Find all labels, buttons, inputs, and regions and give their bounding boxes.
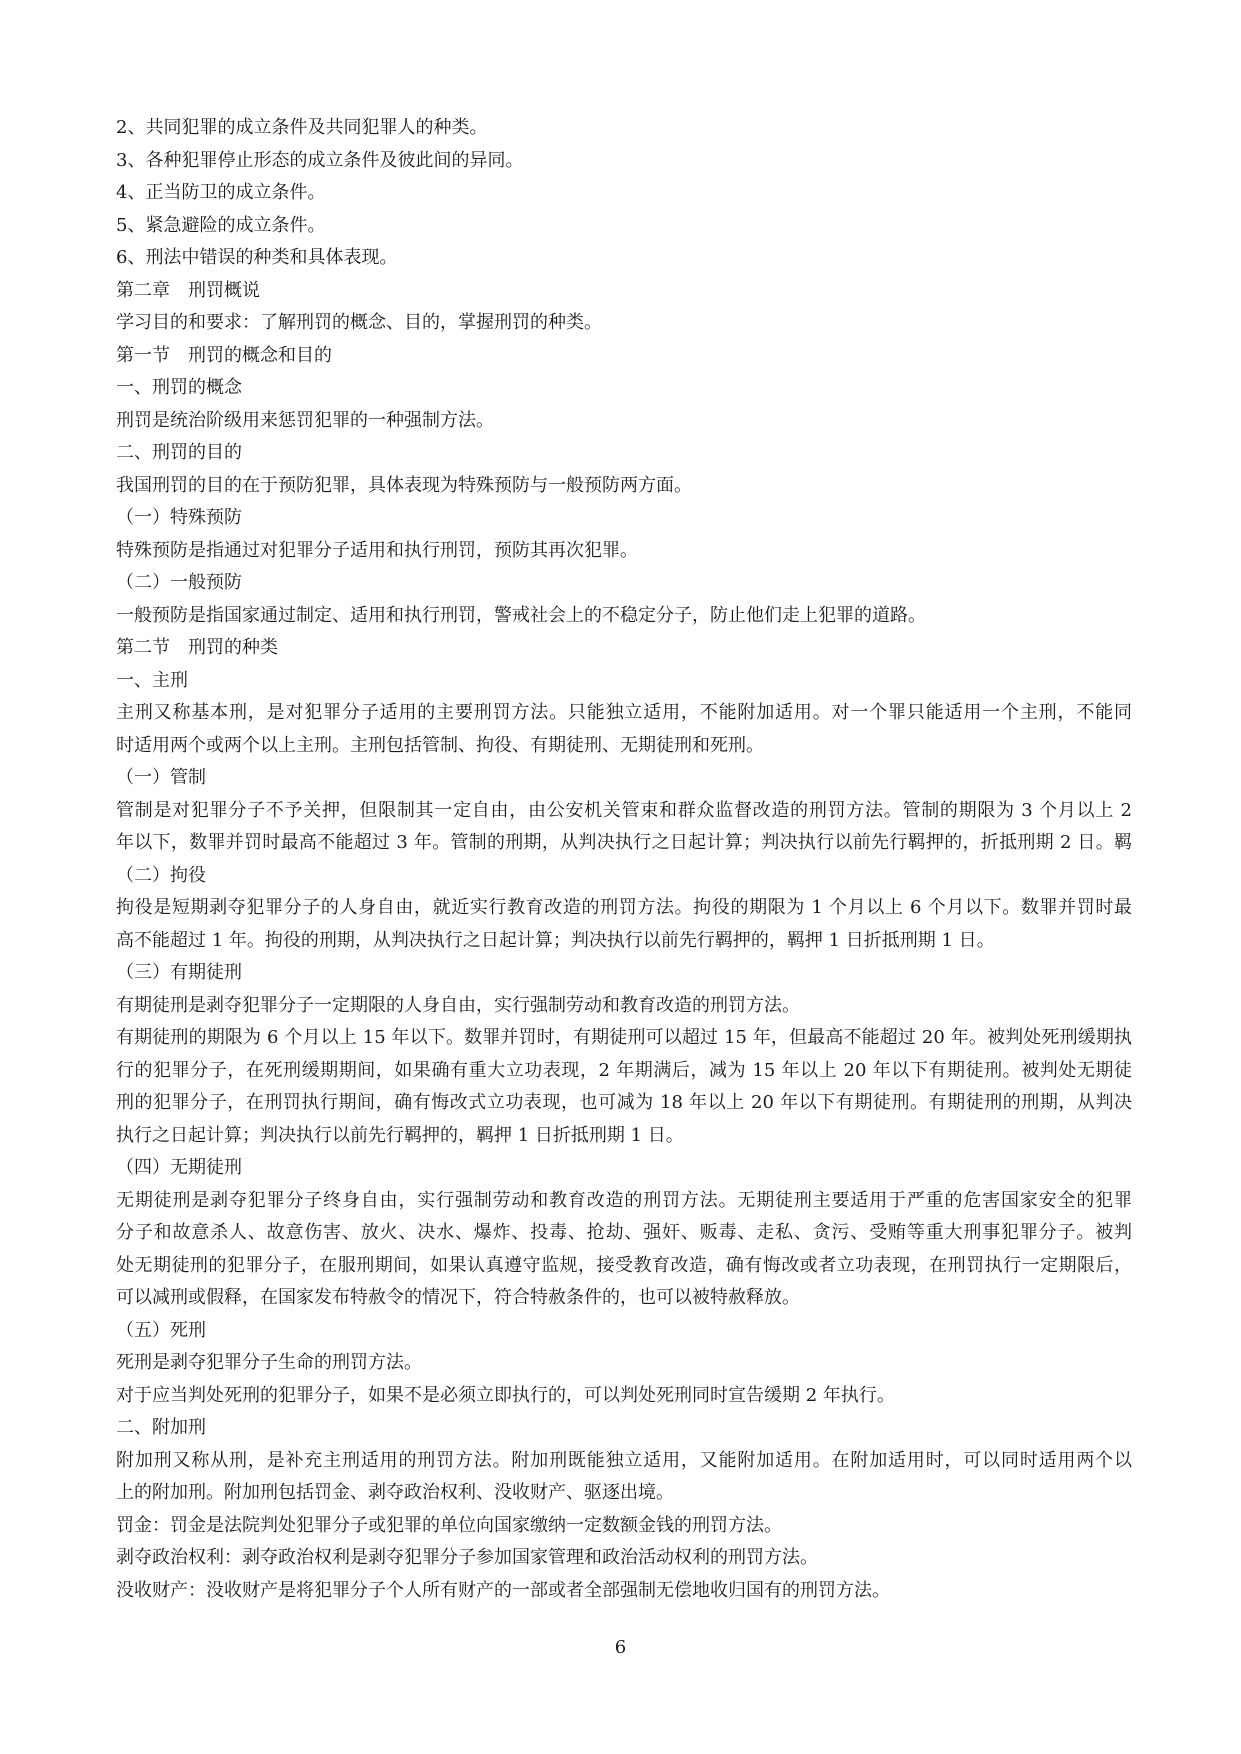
text-line: 时适用两个或两个以上主刑。主刑包括管制、拘役、有期徒刑、无期徒刑和死刑。 — [116, 734, 764, 756]
text-line: 附加刑又称从刑，是补充主刑适用的刑罚方法。附加刑既能独立适用，又能附加适用。在附加适用时，可以同时适用两个以 — [116, 1449, 1132, 1471]
text-line: 刑罚是统治阶级用来惩罚犯罪的一种强制方法。 — [116, 409, 494, 431]
text-line: 4、正当防卫的成立条件。 — [116, 182, 326, 203]
text-line: 行的犯罪分子，在死刑缓期期间，如果确有重大立功表现，2 年期满后，减为 15 年以上 20 年以下有期徒刑。被判处无期徒 — [116, 1059, 1132, 1081]
text-line: 高不能超过 1 年。拘役的刑期，从判决执行之日起计算；判决执行以前先行羁押的，羁押 1 日折抵刑期 1 日。 — [116, 929, 995, 951]
text-line: （二）一般预防 — [116, 572, 242, 593]
text-line: （一）管制 — [116, 767, 206, 788]
text-line: 拘役是短期剥夺犯罪分子的人身自由，就近实行教育改造的刑罚方法。拘役的期限为 1 个月以上 6 个月以下。数罪并罚时最 — [116, 897, 1132, 918]
text-line: （三）有期徒刑 — [116, 962, 242, 983]
text-line: 分子和故意杀人、故意伤害、放火、决水、爆炸、投毒、抢劫、强奸、贩毒、走私、贪污、受贿等重大刑事犯罪分子。被判 — [116, 1222, 1132, 1243]
text-line: 主刑又称基本刑，是对犯罪分子适用的主要刑罚方法。只能独立适用，不能附加适用。对一个罪只能适用一个主刑，不能同 — [116, 702, 1132, 723]
text-line: （四）无期徒刑 — [116, 1157, 242, 1178]
text-line: 二、附加刑 — [116, 1417, 206, 1438]
text-line: 执行之日起计算；判决执行以前先行羁押的，羁押 1 日折抵刑期 1 日。 — [116, 1124, 684, 1146]
text-line: 罚金：罚金是法院判处犯罪分子或犯罪的单位向国家缴纳一定数额金钱的刑罚方法。 — [116, 1514, 782, 1536]
text-line: 一、刑罚的概念 — [116, 377, 242, 398]
text-line: （二）拘役 — [116, 864, 206, 886]
text-line: 第二章 刑罚概说 — [116, 279, 260, 301]
text-line: 一、主刑 — [116, 669, 188, 691]
text-line: 学习目的和要求：了解刑罚的概念、目的，掌握刑罚的种类。 — [116, 312, 602, 333]
text-line: 上的附加刑。附加刑包括罚金、剥夺政治权利、没收财产、驱逐出境。 — [116, 1482, 674, 1503]
text-line: 处无期徒刑的犯罪分子，在服刑期间，如果认真遵守监规，接受教育改造，确有悔改或者立功表现，在刑罚执行一定期限后， — [116, 1254, 1132, 1276]
text-line: 2、共同犯罪的成立条件及共同犯罪人的种类。 — [116, 117, 488, 138]
text-line: 有期徒刑的期限为 6 个月以上 15 年以下。数罪并罚时，有期徒刑可以超过 15 年，但最高不能超过 20 年。被判处死刑缓期执 — [116, 1027, 1132, 1048]
text-line: 6、刑法中错误的种类和具体表现。 — [116, 247, 398, 268]
text-line: 我国刑罚的目的在于预防犯罪，具体表现为特殊预防与一般预防两方面。 — [116, 474, 692, 496]
text-line: 死刑是剥夺犯罪分子生命的刑罚方法。 — [116, 1352, 422, 1373]
text-line: 年以下，数罪并罚时最高不能超过 3 年。管制的刑期，从判决执行之日起计算；判决执行以前先行羁押的，折抵刑期 2 日。羁 — [116, 832, 1132, 853]
text-line: 第二节 刑罚的种类 — [116, 637, 278, 658]
text-line: （五）死刑 — [116, 1319, 206, 1341]
text-line: 有期徒刑是剥夺犯罪分子一定期限的人身自由，实行强制劳动和教育改造的刑罚方法。 — [116, 994, 800, 1016]
text-line: 特殊预防是指通过对犯罪分子适用和执行刑罚，预防其再次犯罪。 — [116, 539, 638, 561]
text-line: 3、各种犯罪停止形态的成立条件及彼此间的异同。 — [116, 149, 524, 171]
text-line: 对于应当判处死刑的犯罪分子，如果不是必须立即执行的，可以判处死刑同时宣告缓期 2 年执行。 — [116, 1384, 895, 1406]
text-line: 管制是对犯罪分子不予关押，但限制其一定自由，由公安机关管束和群众监督改造的刑罚方法。管制的期限为 3 个月以上 2 — [116, 799, 1132, 821]
text-line: 没收财产：没收财产是将犯罪分子个人所有财产的一部或者全部强制无偿地收归国有的刑罚方法。 — [116, 1579, 890, 1601]
text-line: 二、刑罚的目的 — [116, 442, 242, 463]
text-line: 剥夺政治权利：剥夺政治权利是剥夺犯罪分子参加国家管理和政治活动权利的刑罚方法。 — [116, 1547, 818, 1568]
page-number: 6 — [614, 1637, 627, 1658]
text-line: 第一节 刑罚的概念和目的 — [116, 344, 332, 366]
text-line: 一般预防是指国家通过制定、适用和执行刑罚，警戒社会上的不稳定分子，防止他们走上犯罪的道路。 — [116, 604, 926, 626]
document-body — [116, 112, 1132, 1607]
text-line: 刑的犯罪分子，在刑罚执行期间，确有悔改式立功表现，也可减为 18 年以上 20 年以下有期徒刑。有期徒刑的刑期，从判决 — [116, 1092, 1132, 1113]
text-line: （一）特殊预防 — [116, 507, 242, 528]
text-line: 5、紧急避险的成立条件。 — [116, 214, 326, 236]
text-line: 可以减刑或假释，在国家发布特赦令的情况下，符合特赦条件的，也可以被特赦释放。 — [116, 1287, 800, 1308]
text-line: 无期徒刑是剥夺犯罪分子终身自由，实行强制劳动和教育改造的刑罚方法。无期徒刑主要适用于严重的危害国家安全的犯罪 — [116, 1189, 1132, 1211]
